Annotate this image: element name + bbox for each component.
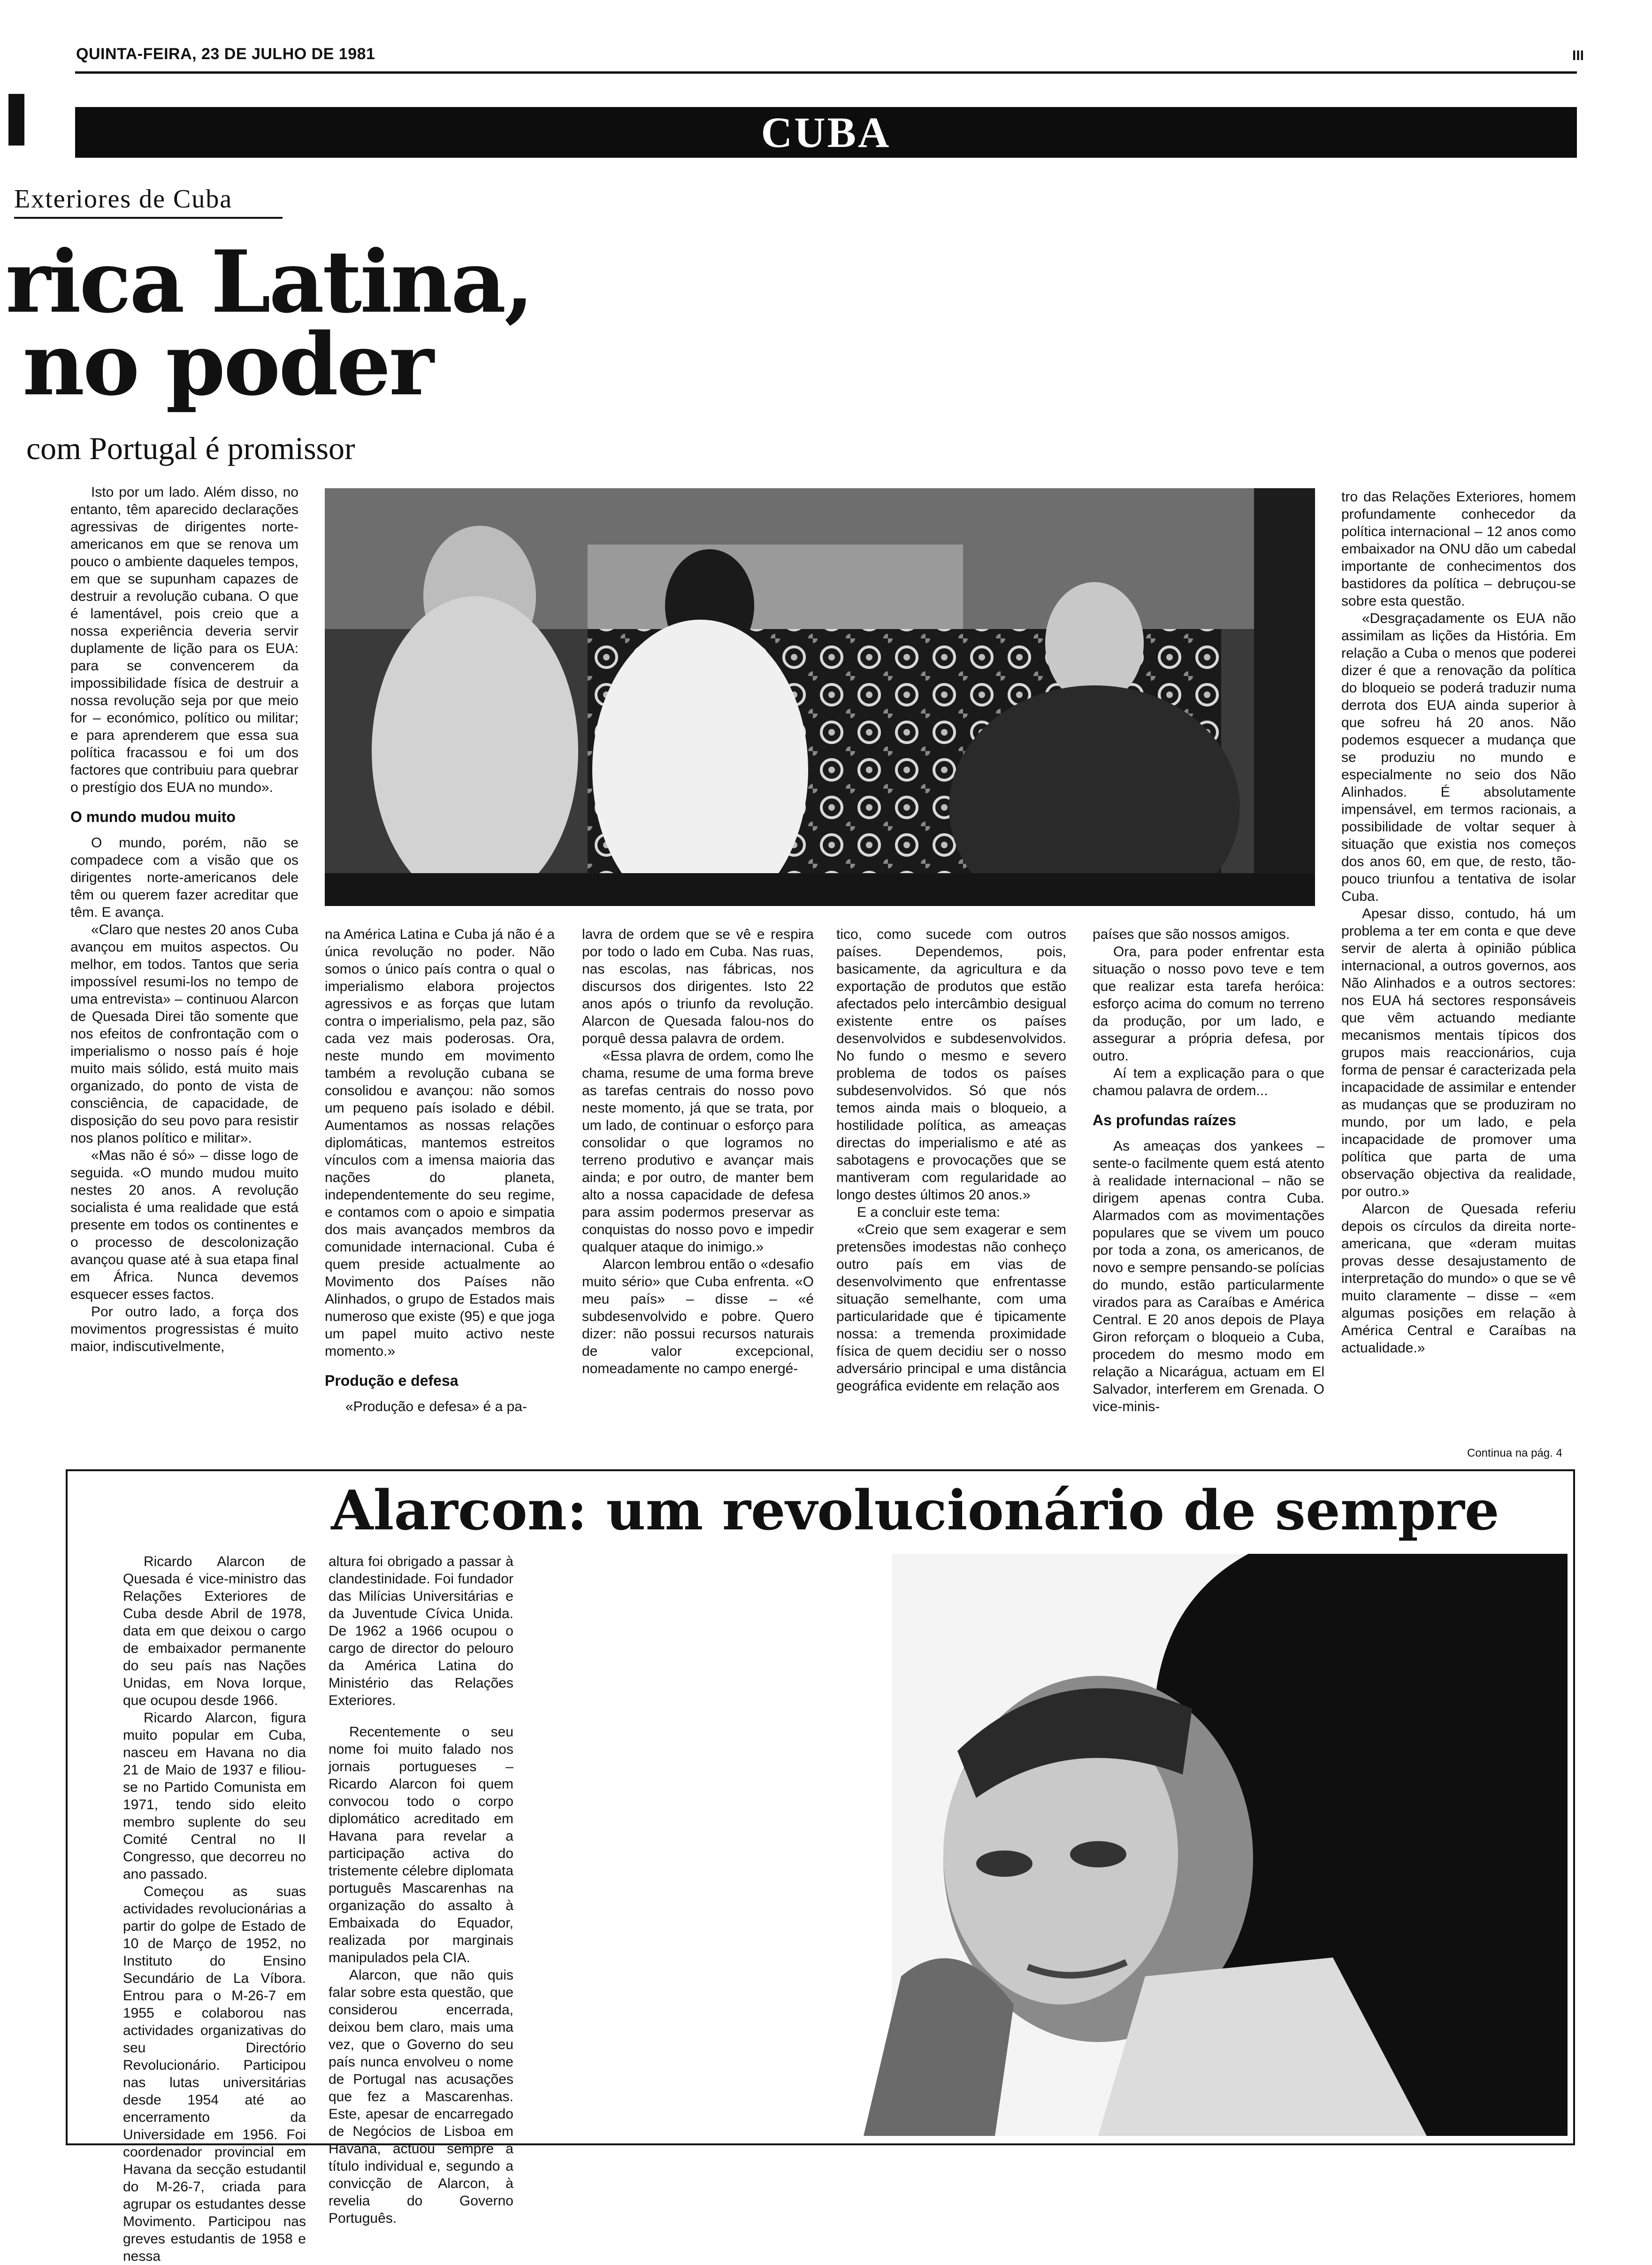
- paragraph: países que são nossos amigos.: [1093, 927, 1290, 942]
- article-column-5: [1093, 926, 1324, 1415]
- alarcon-portrait: [535, 1554, 1568, 2136]
- paragraph: As ameaças dos yankees – sente-o facilmente quem está atento à realidade internacional – não se dirigem apenas contra Cuba. Alarmados com as movimentações populares que se vivem um pouco por toda a zona, os americanos, de novo e sempre pensando-se polícias do mundo, estão particularmente virados para as Caraíbas e América Central. E 20 anos depois de Playa Giron reforçam o bloqueio a Cuba, procedem do mesmo modo em relação a Nicarágua, actuam em El Salvador, interferem em Grenada. O vice-minis-: [1093, 1138, 1324, 1414]
- continuation-note: Continua na pág. 4: [1467, 1447, 1562, 1459]
- paragraph: Ricardo Alarcon de Quesada é vice-ministro das Relações Exteriores de Cuba desde Abril de 1978, data em que deixou o cargo de embaixador permanente do seu país nas Nações Unidas, em Nova Iorque, que ocupou desde 1966.: [123, 1554, 306, 1708]
- subheadline: com Portugal é promissor: [26, 430, 355, 466]
- article-column-4: [836, 926, 1066, 1395]
- paragraph: Alarcon de Quesada referiu depois os círculos da direita norte-americana, que «deram muitas provas desse desajustamento de interpretação do mundo» o que se vê muito claramente – disse – «em algumas posições em relação à América Central e Caraíbas na actualidade.»: [1341, 1201, 1576, 1356]
- kicker-rule: [14, 217, 283, 219]
- paragraph: altura foi obrigado a passar à clandestinidade. Foi fundador das Milícias Universitárias e da Juventude Cívica Unida. De 1962 a 1966 ocupou o cargo de director do pelouro da América Latina do Ministério das Relações Exteriores.: [329, 1554, 513, 1708]
- interview-photo: [325, 488, 1315, 906]
- sidebar-headline: Alarcon: um revolucionário de sempre: [331, 1479, 1499, 1543]
- paragraph: Aí tem a explicação para o que chamou palavra de ordem...: [1093, 1066, 1324, 1098]
- paragraph: lavra de ordem que se vê e respira por todo o lado em Cuba. Nas ruas, nas escolas, nas fábricas, nos discursos dos dirigentes. Isto 22 anos após o triunfo da revolução. Alarcon de Quesada falou-nos do porquê dessa palavra de ordem.: [582, 927, 814, 1046]
- sidebar-column-1: [123, 1553, 306, 2265]
- paragraph: tico, como sucede com outros países. Dependemos, pois, basicamente, da agricultura e da exportação de produtos que estão afectados pelo intercâmbio desigual existente entre os países desenvolvidos e subdesenvolvidos. No fundo o mesmo e severo problema de todos os países subdesenvolvidos. Só que nós temos ainda mais o bloqueio, a hostilidade política, as ameaças directas do imperialismo e até as sabotagens e provocações que se mantiveram com regularidade ao longo destes últimos 20 anos.»: [836, 927, 1066, 1203]
- subheading-as-profundas-raizes: As profundas raízes: [1093, 1112, 1236, 1129]
- paragraph: na América Latina e Cuba já não é a única revolução no poder. Não somos o único país contra o qual o imperialismo elabora projectos agressivos e as forças que lutam contra o imperialismo, pela paz, são cada vez mais poderosas. Ora, neste mundo em movimento também a revolução cubana se consolidou e avançou: não somos um pequeno país isolado e débil. Aumentamos as nossas relações diplomáticas, mantemos estreitos vínculos com a imensa maioria das nações do planeta, independentemente do seu regime, e contamos com o apoio e simpatia dos mais avançados membros da comunidade internacional. Cuba é quem preside actualmente ao Movimento dos Países não Alinhados, o grupo de Estados mais numeroso que existe (95) e que joga um papel muito activo neste momento.»: [325, 927, 555, 1359]
- section-banner: [75, 107, 1577, 158]
- paragraph: E a concluir este tema:: [857, 1205, 1001, 1220]
- paragraph: Ora, para poder enfrentar esta situação o nosso povo teve e tem que realizar esta tarefa heróica: esforço acima do comum no terreno da produção, por um lado, e assegurar a própria defesa, por outro.: [1093, 944, 1324, 1064]
- paragraph: tro das Relações Exteriores, homem profundamente conhecedor da política internacional – 12 anos como embaixador na ONU dão um cabedal importante de conhecimentos dos bastidores da política – debruçou-se sobre esta questão.: [1341, 489, 1576, 609]
- headline-line-2: no poder: [23, 314, 432, 415]
- headline-line-1: rica Latina,: [6, 231, 532, 332]
- paragraph: Por outro lado, a força dos movimentos progressistas é muito maior, indiscutivelmente,: [70, 1304, 298, 1354]
- kicker: Exteriores de Cuba: [14, 184, 233, 214]
- paragraph: Alarcon, que não quis falar sobre esta questão, que considerou encerrada, deixou bem claro, mais uma vez, que o Governo do seu país nunca envolveu o nome de Portugal nas acusações que fez a Mascarenhas. Este, apesar de encarregado de Negócios de Lisboa em Havana, actuou sempre a título individual e, segundo a convicção de Alarcon, à revelia do Governo Português.: [329, 1967, 513, 2226]
- paragraph: Começou as suas actividades revolucionárias a partir do golpe de Estado de 10 de Março de 1952, no Instituto do Ensino Secundário de La Víbora. Entrou para o M-26-7 em 1955 e colaborou nas actividades organizativas do seu Directório Revolucionário. Participou nas lutas universitárias desde 1954 até ao encerramento da Universidade em 1956. Foi coordenador provincial em Havana da secção estudantil do M-26-7, criada para agrupar os estudantes desse Movimento. Participou nas greves estudantis de 1958 e nessa: [123, 1884, 306, 2264]
- paragraph: «Produção e defesa» é a pa-: [345, 1399, 527, 1414]
- section-title: CUBA: [761, 108, 891, 156]
- paragraph: Apesar disso, contudo, há um problema a ter em conta e que deve servir de alerta à opinião pública internacional, a outros governos, aos Não Alinhados e a outros sectores: nos EUA há sectores responsáveis que vêm actuando mediante mecanismos mentais típicos dos grupos mais reaccionários, cuja forma de pensar é caracterizada pela incapacidade de assimilar e entender as mudanças que se produziram no mundo, por um lado, e pela incapacidade de promover uma política que parta de uma observação objectiva da realidade, por outro.»: [1341, 906, 1576, 1199]
- page-date: QUINTA-FEIRA, 23 DE JULHO DE 1981: [76, 45, 375, 63]
- paragraph: «Mas não é só» – disse logo de seguida. «O mundo mudou muito nestes 20 anos. A revolução socialista é uma realidade que está presente em todos os continentes e o processo de descolonização avançou quase até à sua etapa final em África. Nunca devemos esquecer esses factos.: [70, 1148, 298, 1302]
- header-rule: [75, 71, 1577, 74]
- page-number: III: [1572, 48, 1584, 63]
- paragraph: «Essa plavra de ordem, como lhe chama, resume de uma forma breve as tarefas centrais do nosso povo neste momento, já que se trata, por um lado, de continuar o esforço para consolidar o que logramos no terreno produtivo e avançar mais ainda; e por outro, de manter bem alto a nossa capacidade de defesa para assim podermos preservar as conquistas do nosso povo e impedir qualquer ataque do inimigo.»: [582, 1048, 814, 1255]
- paragraph: «Creio que sem exagerar e sem pretensões imodestas não conheço outro país em vias de desenvolvimento que enfrentasse situação semelhante, com uma particularidade que é tipicamente nossa: a tremenda proximidade física de quem decidiu ser o nosso adversário principal e uma distância geográfica evidente em relação aos: [836, 1222, 1066, 1394]
- paragraph: Ricardo Alarcon, figura muito popular em Cuba, nasceu em Havana no dia 21 de Maio de 1937 e filiou-se no Partido Comunista em 1971, tendo sido eleito membro suplente do seu Comité Central no II Congresso, que decorreu no ano passado.: [123, 1710, 306, 1882]
- article-column-2: [325, 926, 555, 1415]
- paragraph: O mundo, porém, não se compadece com a visão que os dirigentes norte-americanos dele têm ou querem fazer acreditar que têm. E avança.: [70, 835, 298, 920]
- paragraph: Isto por um lado. Além disso, no entanto, têm aparecido declarações agressivas de dirigentes norte-americanos em que se renova um pouco o ambiente daqueles tempos, em que se supunham capazes de destruir a revolução cubana. O que é lamentável, pois creio que a nossa experiência deveria servir duplamente de lição para os EUA: para se convencerem da impossibilidade física de destruir a nossa revolução seja por que meio for – económico, político ou militar; e para aprenderem que essa sua política fracassou e foi um dos factores que contribuiu para quebrar o prestígio dos EUA no mundo».: [70, 484, 298, 795]
- paragraph: «Desgraçadamente os EUA não assimilam as lições da História. Em relação a Cuba o menos que poderei dizer é que a renovação da política do bloqueio se poderá traduzir numa derrota dos EUA ainda superior à que sofreu há 20 anos. Não podemos esquecer a mudança que se produziu no mundo e especialmente no seio dos Não Alinhados. É absolutamente impensável, em termos racionais, a possibilidade de voltar sequer à situação que existia nos começos dos anos 60, em que, de resto, tão-pouco triunfou a tentativa de isolar Cuba.: [1341, 611, 1576, 904]
- article-column-3: [582, 926, 814, 1377]
- paragraph: Alarcon lembrou então o «desafio muito sério» que Cuba enfrenta. «O meu país» – disse – «é subdesenvolvido e pobre. Quero dizer: não possui recursos naturais de valor excepcional, nomeadamente no campo energé-: [582, 1257, 814, 1376]
- left-edge-mark: [8, 94, 24, 146]
- paragraph: Recentemente o seu nome foi muito falado nos jornais portugueses – Ricardo Alarcon foi quem convocou todo o corpo diplomático acreditado em Havana para revelar a participação activa do tristemente célebre diplomata português Mascarenhas na organização do assalto à Embaixada do Equador, realizada por marginais manipulados pela CIA.: [329, 1724, 513, 1966]
- article-column-1: [70, 484, 298, 1355]
- sidebar-column-2: [329, 1553, 513, 2227]
- article-column-6: [1341, 488, 1576, 1357]
- subheading-o-mundo-mudou-muito: O mundo mudou muito: [70, 808, 236, 825]
- paragraph: «Claro que nestes 20 anos Cuba avançou em muitos aspectos. Ou melhor, em todos. Tantos que seria impossível resumi-los no tempo de uma entrevista» – continuou Alarcon de Quesada Direi tão somente que nos efeitos de confrontação com o imperialismo o nosso país é hoje muito mais sólido, está muito mais organizado, do ponto de vista de consciência, de capacidade, de disposição do seu povo para resistir nos planos político e militar».: [70, 922, 298, 1146]
- subheading-producao-e-defesa: Produção e defesa: [325, 1372, 459, 1389]
